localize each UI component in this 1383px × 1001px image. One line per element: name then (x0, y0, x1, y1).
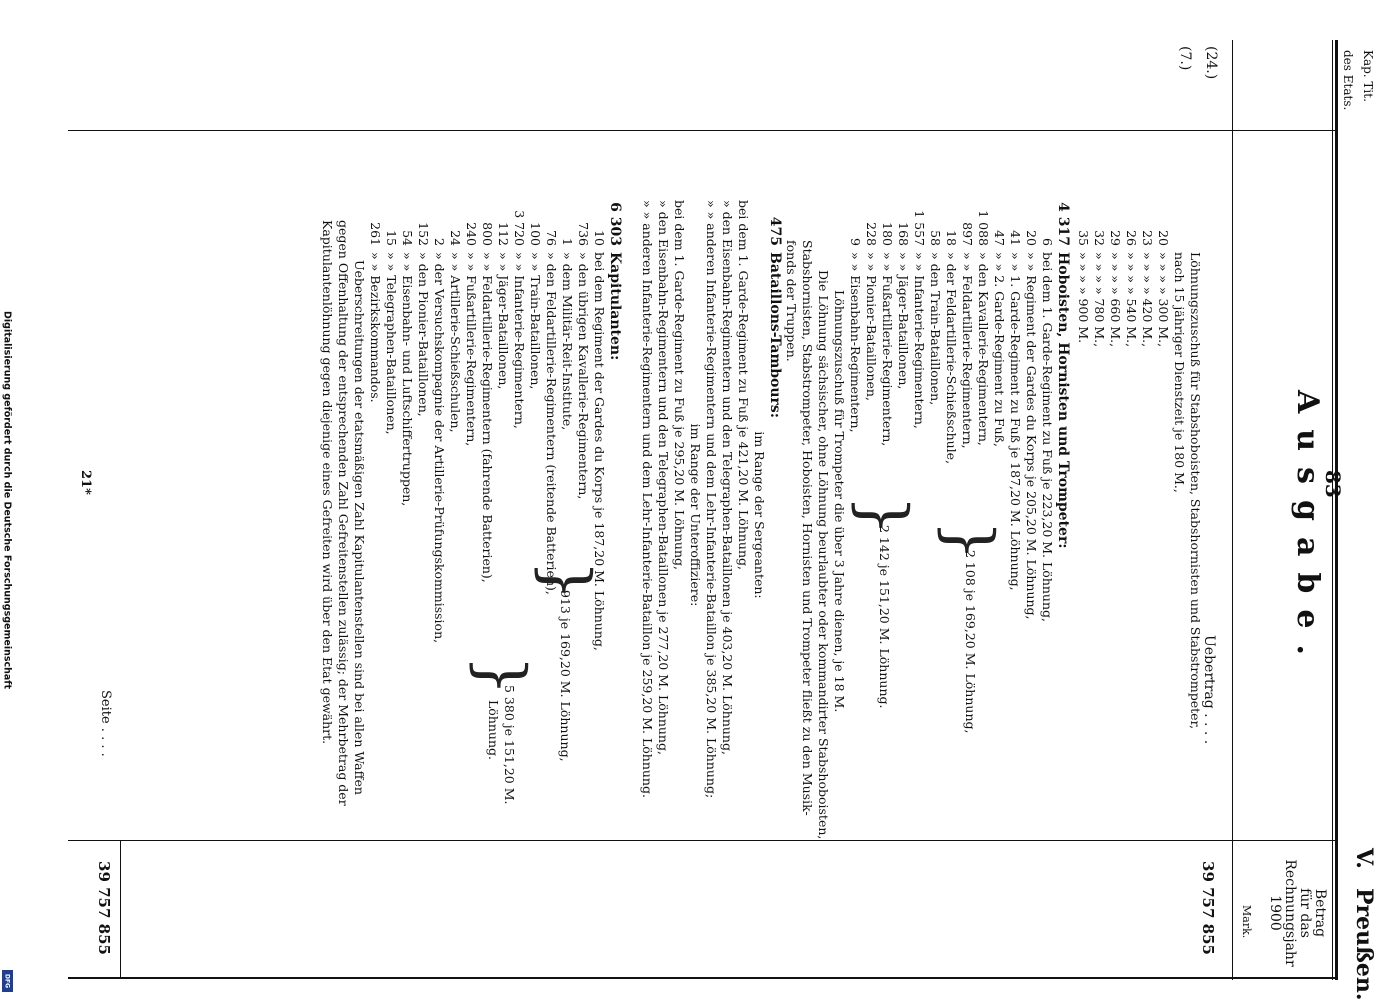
list-item: bei dem 1. Garde-Regiment zu Fuß je 295,20 M. Löhnung, (672, 200, 687, 571)
bottom-rule (120, 840, 121, 977)
list-item: 1» dem Militär-Reit-Institute, (560, 238, 575, 431)
list-item: 76» den Feldartillerie-Regimentern (reitende Batterien), (544, 230, 559, 595)
list-item: bei dem 1. Garde-Regiment zu Fuß je 421,20 M. Löhnung, (736, 200, 751, 571)
list-item: 800» » Feldartillerie-Regimentern (fahrende Batterien), (480, 222, 495, 583)
list-item: 54» » Eisenbahn- und Luftschiffertruppen, (400, 230, 415, 507)
titel-reference: (7.) (1177, 46, 1193, 71)
kap-lit-heading: Kap. Tit. (1361, 50, 1375, 102)
list-item: 9» » Eisenbahn-Regimentern, (848, 238, 863, 433)
list-item: 180» » Fußartillerie-Regimentern, (880, 222, 895, 447)
list-item: 152» den Pionier-Bataillonen, (416, 222, 431, 417)
header-rule (1232, 40, 1233, 980)
brace-glyph: } (932, 520, 1006, 561)
list-item: 18» der Feldartillerie-Schießschule, (944, 230, 959, 465)
note-line: Löhnungszuschuß für Trompeter die über 3 Jahre dienen, je 18 M. (832, 290, 847, 713)
list-item: 10bei dem Regiment der Gardes du Korps je 187,20 M. Löhnung, (592, 230, 607, 651)
betrag-line: Betrag (1312, 888, 1328, 938)
kapitel-reference: (24.) (1203, 46, 1219, 80)
list-item: 168» » Jäger-Bataillonen, (896, 222, 911, 390)
list-item: nach 15 jähriger Dienstzeit je 180 M., (1172, 252, 1187, 493)
kapitulanten-block (319, 200, 623, 830)
note-line: fonds der Truppen. (784, 240, 799, 362)
list-item: » » anderen Infanterie-Regimentern und dem Lehr-Infanterie-Bataillon je 259,20 M. Löhnung. (640, 200, 655, 798)
brace-total-label: Löhnung. (486, 700, 501, 761)
list-item: » » anderen Infanterie-Regimentern und dem Lehr-Infanterie-Bataillon je 385,20 M. Löhnung; (704, 200, 719, 799)
brace-glyph: } (846, 495, 920, 536)
list-item: 47» » 2. Garde-Regiment zu Fuß, (992, 230, 1007, 447)
section-heading: 6 303Kapitulanten: (607, 202, 623, 361)
dfg-logo-text: DFG (3, 973, 11, 989)
list-item: 24» » Artillerie-Schießschulen, (448, 230, 463, 433)
list-item: 58» den Train-Bataillonen, (928, 230, 943, 406)
brace-total-label: 2 142 je 151,20 M. Löhnung. (877, 525, 892, 709)
list-item: 23» » » » 420 M., (1140, 230, 1155, 348)
carried-amount: 39 757 855 (1199, 861, 1217, 955)
left-column-rule (68, 130, 1338, 131)
section-number: V. (1351, 848, 1377, 869)
list-item: 3 720» » Infanterie-Regimentern, (512, 210, 527, 429)
list-item: 1 088» den Kavallerie-Regimentern, (976, 210, 991, 446)
list-item: 20» » » » 300 M., (1156, 230, 1171, 348)
brace-glyph: } (529, 560, 603, 601)
list-item: 29» » » » 660 M., (1108, 230, 1123, 348)
amount-column-rule (68, 840, 1338, 841)
list-item: 112» » Jäger-Bataillonen, (496, 222, 511, 390)
sheet-signature: 21* (78, 470, 93, 495)
section-name: Preußen. (1351, 888, 1377, 1001)
list-item: 15» » Telegraphen-Bataillonen, (384, 230, 399, 435)
list-item: 32» » » » 780 M., (1092, 230, 1107, 348)
dfg-logo-icon (2, 970, 13, 992)
uebertrag-label: Uebertrag . . . . (1201, 635, 1217, 745)
brace-total-label: 913 je 169,20 M. Löhnung, (558, 590, 573, 762)
list-item: 6bei dem 1. Garde-Regiment zu Fuß je 223,20 M. Löhnung, (1040, 238, 1055, 623)
betrag-heading (1267, 848, 1327, 978)
page-total-amount: 39 757 855 (95, 861, 113, 955)
brace-total-label: 2 108 je 169,20 M. Löhnung, (963, 550, 978, 734)
des-etats-heading: des Etats. (1341, 50, 1355, 111)
hoboisten-block (783, 200, 1071, 840)
outer-right-rule (68, 977, 1338, 979)
list-item: » den Eisenbahn-Regimentern und den Telegraphen-Bataillonen je 277,20 M. Löhnung, (656, 200, 671, 755)
note-line: Kapitulantenlöhnung gegen diejenige eines Gefreiten wird über den Etat gewährt. (320, 220, 335, 745)
top-thin-rule (1332, 40, 1333, 980)
subheading: im Range der Sergeanten: (752, 431, 767, 599)
brace-glyph: } (464, 655, 538, 696)
page-number: 83 (1321, 470, 1345, 498)
betrag-line: Rechnungsjahr (1282, 859, 1298, 967)
list-item: 2» der Versuchskompagnie der Artillerie-Prüfungskommission, (432, 238, 447, 644)
list-item: 41» » 1. Garde-Regiment zu Fuß je 187,20 M. Löhnung, (1008, 230, 1023, 591)
page-title: Ausgabe. (1290, 390, 1325, 671)
note-line: Stabshornisten, Stabstrompeter, Hoboisten, Hornisten und Trompeter fließt zu den Musik- (800, 240, 815, 816)
list-item: 261» » Bezirkskommandos. (368, 222, 383, 403)
betrag-line: 1900 (1267, 895, 1283, 931)
betrag-line: für das (1297, 888, 1313, 938)
list-item: 897» » Feldartillerie-Regimentern, (960, 222, 975, 449)
list-item: 240» » Fußartillerie-Regimentern, (464, 222, 479, 447)
note-line: gegen Offenhaltung der entsprechenden Zahl Gefreitenstellen zulässig; der Mehrbetrag der (336, 220, 351, 806)
list-item: 100» » Train-Bataillonen, (528, 222, 543, 390)
list-item: 35» » » » 900 M. (1076, 230, 1091, 344)
list-item: 26» » » » 540 M., (1124, 230, 1139, 348)
loehnungszuschuss-block (1075, 200, 1203, 830)
bataillons-tambours-block (639, 200, 783, 830)
mark-unit: Mark. (1240, 905, 1253, 939)
list-item: 228» » Pionier-Bataillonen, (864, 222, 879, 401)
digitization-credit (0, 0, 14, 1000)
subheading: im Range der Unteroffiziere: (688, 423, 703, 607)
list-item: 736» den übrigen Kavallerie-Regimentern, (576, 222, 591, 500)
document-page (20, 0, 1383, 1000)
list-item: 20» » Regiment der Gardes du Korps je 205,20 M. Löhnung, (1024, 230, 1039, 620)
note-line: Die Löhnung sächsischer, ohne Löhnung beurlaubter oder kommandirter Stabshoboisten, (816, 270, 831, 840)
brace-total-label: 5 380 je 151,20 M. (502, 685, 517, 805)
list-item: 1 557» » Infanterie-Regimentern, (912, 210, 927, 429)
seite-label: Seite . . . . (98, 690, 113, 757)
note-line: Ueberschreitungen der etatsmäßigen Zahl Kapitulantenstellen sind bei allen Waffen (352, 260, 367, 795)
list-item: Löhnungszuschuß für Stabshoboisten, Stabshornisten und Stabstrompeter, (1188, 252, 1203, 730)
credit-text: Digitalisierung gefördert durch die Deutsche Forschungsgemeinschaft (1, 311, 13, 689)
list-item: » den Eisenbahn-Regimentern und den Telegraphen-Bataillonen je 403,20 M. Löhnung, (720, 200, 735, 755)
top-double-rule (1335, 40, 1338, 980)
section-heading: 475Bataillons-Tambours: (767, 216, 783, 418)
section-heading: 4 317Hoboisten, Hornisten und Trompeter: (1055, 202, 1071, 549)
